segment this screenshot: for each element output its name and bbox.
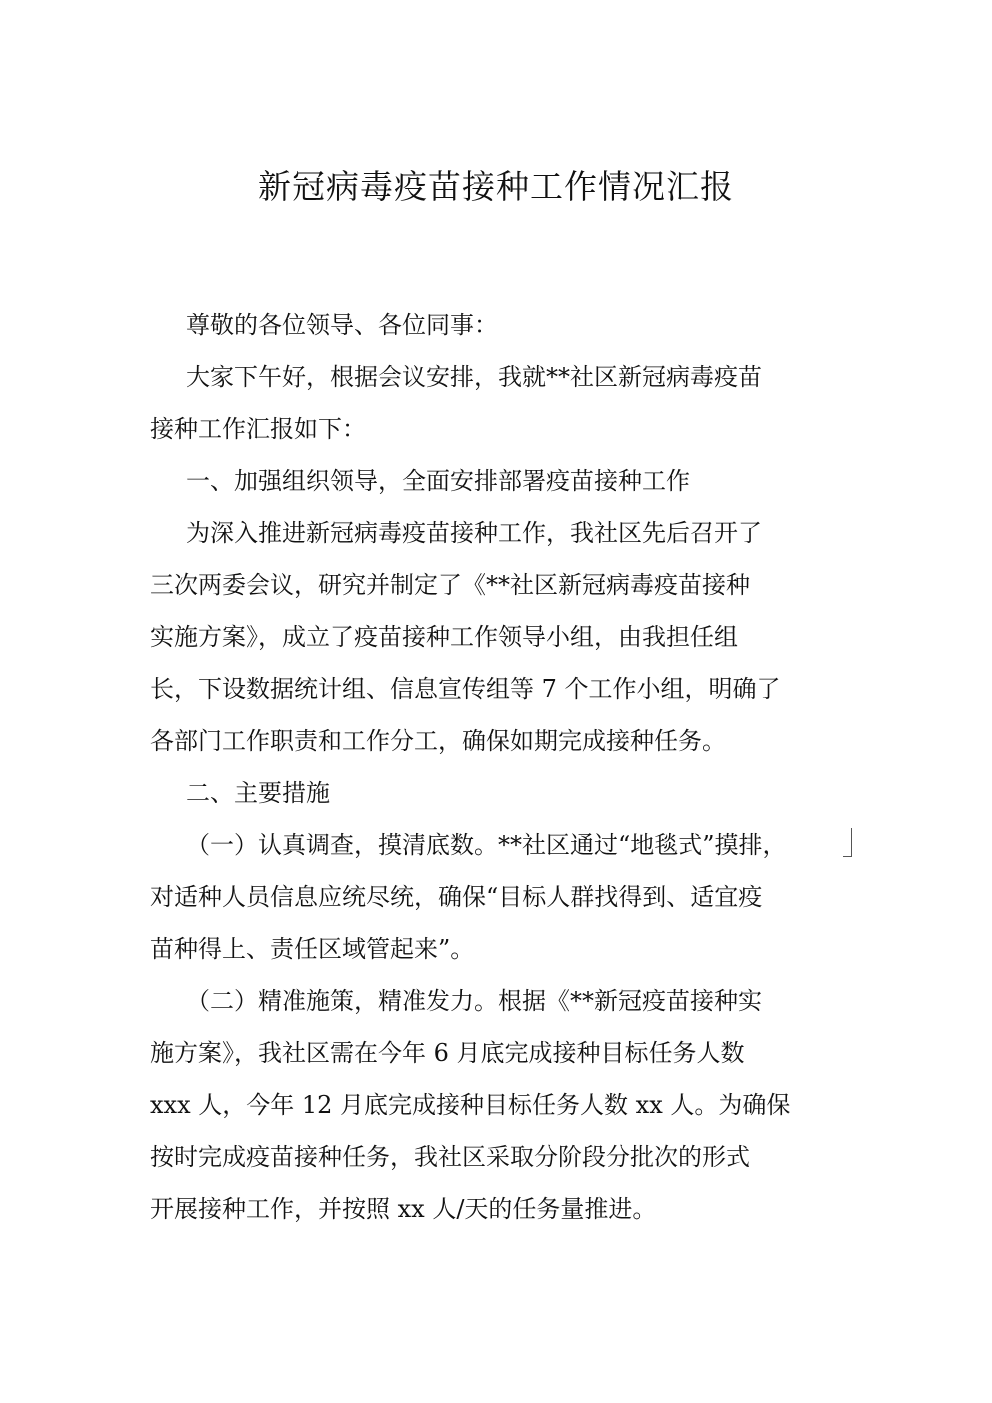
section-heading: 二、主要措施 [186,779,330,807]
paragraph-line: 长，下设数据统计组、信息宣传组等 7 个工作小组，明确了 [150,675,781,703]
paragraph-line: 接种工作汇报如下： [150,415,366,443]
paragraph-line: 三次两委会议，研究并制定了《**社区新冠病毒疫苗接种 [150,571,750,599]
paragraph-line: 各部门工作职责和工作分工，确保如期完成接种任务。 [150,727,726,755]
document-title: 新冠病毒疫苗接种工作情况汇报 [258,167,734,206]
paragraph-line: 施方案》，我社区需在今年 6 月底完成接种目标任务人数 [150,1039,745,1067]
paragraph-line: 实施方案》，成立了疫苗接种工作领导小组，由我担任组 [150,623,738,651]
paragraph-line: 大家下午好，根据会议安排，我就**社区新冠病毒疫苗 [186,363,762,391]
paragraph-line: 为深入推进新冠病毒疫苗接种工作，我社区先后召开了 [186,519,762,547]
paragraph-line: xxx 人，今年 12 月底完成接种目标任务人数 xx 人。为确保 [150,1091,791,1119]
paragraph-line: （一）认真调查，摸清底数。**社区通过“地毯式”摸排， [186,831,787,859]
paragraph-line: （二）精准施策，精准发力。根据《**新冠疫苗接种实 [186,987,762,1015]
text-boundary-mark [843,828,852,857]
section-heading: 一、加强组织领导，全面安排部署疫苗接种工作 [186,467,690,495]
paragraph-line: 开展接种工作，并按照 xx 人/天的任务量推进。 [150,1195,657,1223]
paragraph-line: 按时完成疫苗接种任务，我社区采取分阶段分批次的形式 [150,1143,750,1171]
paragraph-line: 对适种人员信息应统尽统，确保“目标人群找得到、适宜疫 [150,883,763,911]
salutation: 尊敬的各位领导、各位同事： [186,311,498,339]
paragraph-line: 苗种得上、责任区域管起来”。 [150,935,475,963]
